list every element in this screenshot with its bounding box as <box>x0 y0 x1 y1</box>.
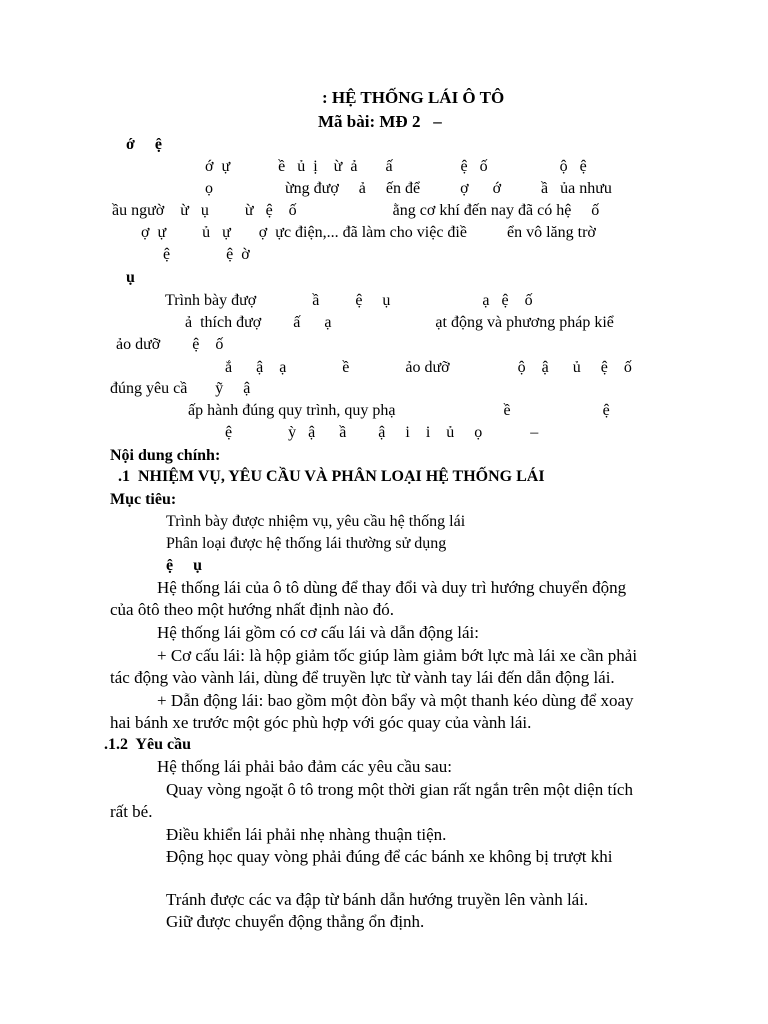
page-title: : HỆ THỐNG LÁI Ô TÔ <box>322 88 505 107</box>
paragraph-line: + Dẫn động lái: bao gồm một đòn bẩy và một thanh kéo dùng để xoay <box>157 691 634 710</box>
intro-heading: ớ ệ <box>126 136 162 153</box>
requirement-line: rất bé. <box>110 802 153 821</box>
section-1-heading: .1 NHIỆM VỤ, YÊU CẦU VÀ PHÂN LOẠI HỆ THỐNG LÁI <box>118 468 545 485</box>
paragraph-line: Hệ thống lái gồm có cơ cấu lái và dẫn động lái: <box>157 623 479 642</box>
goal-item: Trình bày được nhiệm vụ, yêu cầu hệ thống lái <box>166 513 466 530</box>
requirement-line: Tránh được các va đập từ bánh dẫn hướng truyền lên vành lái. <box>166 890 589 909</box>
objective-item: Trình bày đượ ầ ệ ụ ạ ệ ố <box>165 292 533 309</box>
objective-item: ả thích đượ ấ ạ ạt động và phương pháp kiể <box>185 314 614 331</box>
intro-line: ệ ệ ờ <box>163 246 250 263</box>
paragraph-line: hai bánh xe trước một góc phù hợp với góc quay của vành lái. <box>110 713 532 732</box>
objective-item: ệ ỳ ậ ầ ậ i i ủ ọ – <box>225 424 539 441</box>
objective-item: ảo dưỡ ệ ố <box>116 336 224 353</box>
objective-item: ắ ậ ạ ề ảo dưỡ ộ ậ ủ ệ ố <box>225 359 632 376</box>
requirement-line: Động học quay vòng phải đúng để các bánh xe không bị trượt khi <box>166 847 613 866</box>
intro-line: ợ ự ủ ự ợ ực điện,... đã làm cho việc điề ển vô lăng trờ <box>141 224 596 241</box>
paragraph-line: + Cơ cấu lái: là hộp giảm tốc giúp làm giảm bớt lực mà lái xe cần phải <box>157 646 638 665</box>
intro-line: ầu ngườ ừ ụ ừ ệ ố ằng cơ khí đến nay đã có hệ ố <box>112 202 600 219</box>
lesson-code: Mã bài: MĐ 2 – <box>318 112 442 131</box>
paragraph-line: của ôtô theo một hướng nhất định nào đó. <box>110 600 395 619</box>
objective-item: đúng yêu cầ ỹ ậ <box>110 380 251 397</box>
paragraph-line: Hệ thống lái của ô tô dùng để thay đổi và duy trì hướng chuyển động <box>157 578 627 597</box>
requirement-line: Quay vòng ngoặt ô tô trong một thời gian rất ngắn trên một diện tích <box>166 780 633 799</box>
goal-label: Mục tiêu: <box>110 491 177 508</box>
intro-line: ớ ự ề ủ ị ừ ả ấ ệ ố ộ ệ <box>205 158 587 175</box>
goal-item: Phân loại được hệ thống lái thường sử dụng <box>166 535 447 552</box>
subsection-heading: ệ ụ <box>166 557 202 574</box>
requirement-line: Điều khiển lái phải nhẹ nhàng thuận tiện. <box>166 825 447 844</box>
paragraph-line: tác động vào vành lái, dùng để truyền lực từ vành tay lái đến dẫn động lái. <box>110 668 615 687</box>
section-2-heading: .1.2 Yêu cầu <box>104 736 191 753</box>
intro-line: ọ ừng đượ ả ến để ợ ớ ầ ủa nhưu <box>205 180 612 197</box>
objectives-heading: ụ <box>126 269 135 286</box>
requirement-line: Giữ được chuyển động thẳng ổn định. <box>166 912 425 931</box>
main-heading: Nội dung chính: <box>110 447 221 464</box>
objective-item: ấp hành đúng quy trình, quy phạ ề ệ <box>188 402 610 419</box>
paragraph-line: Hệ thống lái phải bảo đảm các yêu cầu sau: <box>157 757 453 776</box>
